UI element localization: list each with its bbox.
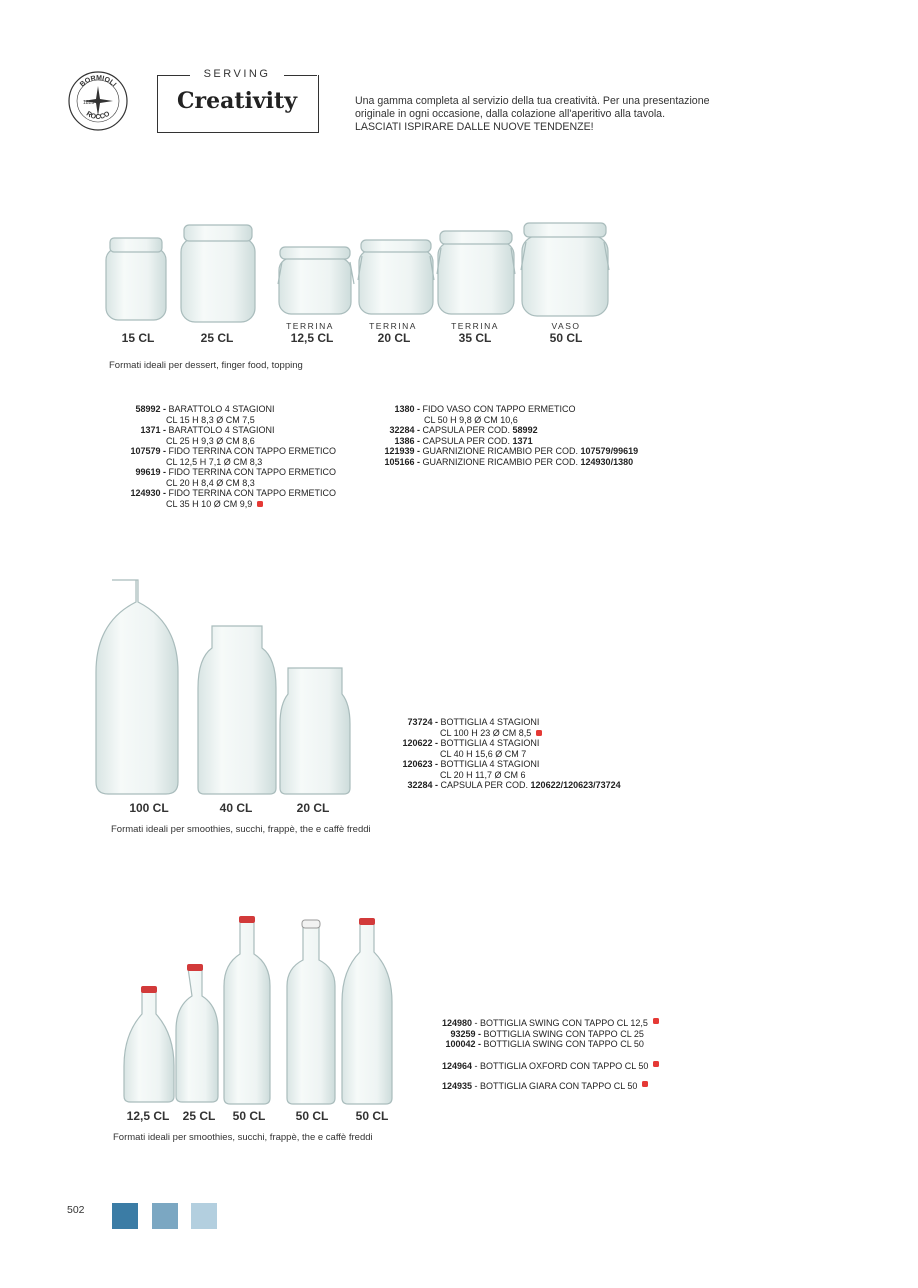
list-item: 32284 - CAPSULA PER COD. 58992 (389, 425, 538, 435)
list-item: 124980 - BOTTIGLIA SWING CON TAPPO CL 12,5 (442, 1018, 659, 1029)
size-label: 50 CL (549, 331, 583, 345)
size-label: 50 CL (295, 1109, 329, 1123)
list-item: 93259 - BOTTIGLIA SWING CON TAPPO CL 25 (450, 1028, 644, 1039)
oxford-bottle-50cl-image (287, 922, 335, 1104)
page-number: 502 (67, 1204, 85, 1216)
list-item: 1371 - BARATTOLO 4 STAGIONI CL 25 H 9,3 Ø CM 8,6 (140, 425, 275, 446)
swing-bottles-caption: Formati ideali per smoothies, succhi, frappè, the e caffè freddi (113, 1132, 373, 1143)
list-item: 100042 - BOTTIGLIA SWING CON TAPPO CL 50 (445, 1039, 644, 1049)
list-item: 121939 - GUARNIZIONE RICAMBIO PER COD. 107579/99619 (384, 446, 639, 456)
svg-text:1825: 1825 (83, 100, 95, 106)
list-item: 124930 - FIDO TERRINA CON TAPPO ERMETICO CL 35 H 10 Ø CM 9,9 (130, 488, 337, 509)
terrina-12-5cl-image (278, 247, 354, 314)
bottle-40cl-image (198, 626, 276, 794)
size-sup-label: TERRINA (451, 321, 499, 331)
swing-bottle-25cl-image (176, 968, 218, 1102)
size-label: 12,5 CL (290, 331, 334, 345)
terrina-20cl-image (358, 240, 434, 314)
svg-text:BORMIOLI: BORMIOLI (78, 74, 118, 89)
bottle-20cl-image (280, 668, 350, 794)
jar-25cl-image (181, 225, 255, 322)
new-product-marker (653, 1018, 659, 1024)
size-label: 35 CL (458, 331, 492, 345)
jars-code-list-left (110, 404, 336, 509)
page-title: Creativity (177, 88, 297, 114)
size-label: 50 CL (355, 1109, 389, 1123)
new-product-marker (653, 1061, 659, 1067)
size-label: 40 CL (219, 801, 253, 815)
size-label: 25 CL (182, 1109, 216, 1123)
intro-text: Una gamma completa al servizio della tua creatività. Per una presentazione originale in ogni occasione, dalla colazione all'aperitivo alla tavola. LASCIATI ISPIRARE DALLE NUOVE TENDENZE! (355, 95, 710, 133)
list-item: 120623 - BOTTIGLIA 4 STAGIONI CL 20 H 11,7 Ø CM 6 (402, 759, 540, 780)
section-kicker: SERVING (203, 68, 271, 80)
list-item: 105166 - GUARNIZIONE RICAMBIO PER COD. 124930/1380 (384, 456, 634, 467)
swing-bottle-50cl-image (224, 920, 270, 1104)
color-swatch-medium (152, 1203, 178, 1229)
vaso-50cl-image (521, 223, 609, 316)
size-label: 20 CL (377, 331, 411, 345)
new-product-marker (257, 501, 263, 507)
jars-caption: Formati ideali per dessert, finger food, topping (109, 360, 303, 371)
size-label: 50 CL (232, 1109, 266, 1123)
list-item: 32284 - CAPSULA PER COD. 120622/120623/73724 (407, 780, 621, 790)
terrina-35cl-image (437, 231, 515, 314)
swing-bottles-code-list (442, 1018, 659, 1092)
size-label: 20 CL (296, 801, 330, 815)
size-sup-label: VASO (551, 321, 581, 331)
color-swatch-light (191, 1203, 217, 1229)
list-item: 73724 - BOTTIGLIA 4 STAGIONI CL 100 H 23 Ø CM 8,5 (392, 717, 621, 738)
milk-bottles-caption: Formati ideali per smoothies, succhi, frappè, the e caffè freddi (111, 824, 371, 835)
list-item: 1380 - FIDO VASO CON TAPPO ERMETICO CL 50 H 9,8 Ø CM 10,6 (394, 404, 576, 425)
list-item: 107579 - FIDO TERRINA CON TAPPO ERMETICO CL 12,5 H 7,1 Ø CM 8,3 (130, 446, 337, 467)
new-product-marker (642, 1081, 648, 1087)
svg-text:ROCCO: ROCCO (84, 110, 112, 121)
size-sup-label: TERRINA (369, 321, 417, 331)
milk-bottles-code-list (392, 717, 621, 791)
giara-bottle-50cl-image (342, 922, 392, 1104)
size-label: 25 CL (200, 331, 234, 345)
swing-bottle-12-5cl-image (124, 990, 174, 1102)
list-item: 58992 - BARATTOLO 4 STAGIONI CL 15 H 8,3 Ø CM 7,5 (135, 404, 275, 425)
size-sup-label: TERRINA (286, 321, 334, 331)
jar-15cl-image (106, 238, 166, 320)
list-item: 1386 - CAPSULA PER COD. 1371 (394, 435, 533, 446)
list-item: 99619 - FIDO TERRINA CON TAPPO ERMETICO CL 20 H 8,4 Ø CM 8,3 (135, 467, 337, 488)
jars-code-list-right (372, 404, 638, 467)
size-label: 12,5 CL (126, 1109, 170, 1123)
color-swatch-dark (112, 1203, 138, 1229)
new-product-marker (536, 730, 542, 736)
list-item: 124964 - BOTTIGLIA OXFORD CON TAPPO CL 50 (442, 1061, 659, 1072)
list-item: 124935 - BOTTIGLIA GIARA CON TAPPO CL 50 (442, 1081, 659, 1092)
bottle-100cl-image (96, 580, 178, 794)
size-label: 15 CL (121, 331, 155, 345)
list-item: 120622 - BOTTIGLIA 4 STAGIONI CL 40 H 15,6 Ø CM 7 (402, 738, 540, 759)
size-label: 100 CL (129, 801, 169, 815)
